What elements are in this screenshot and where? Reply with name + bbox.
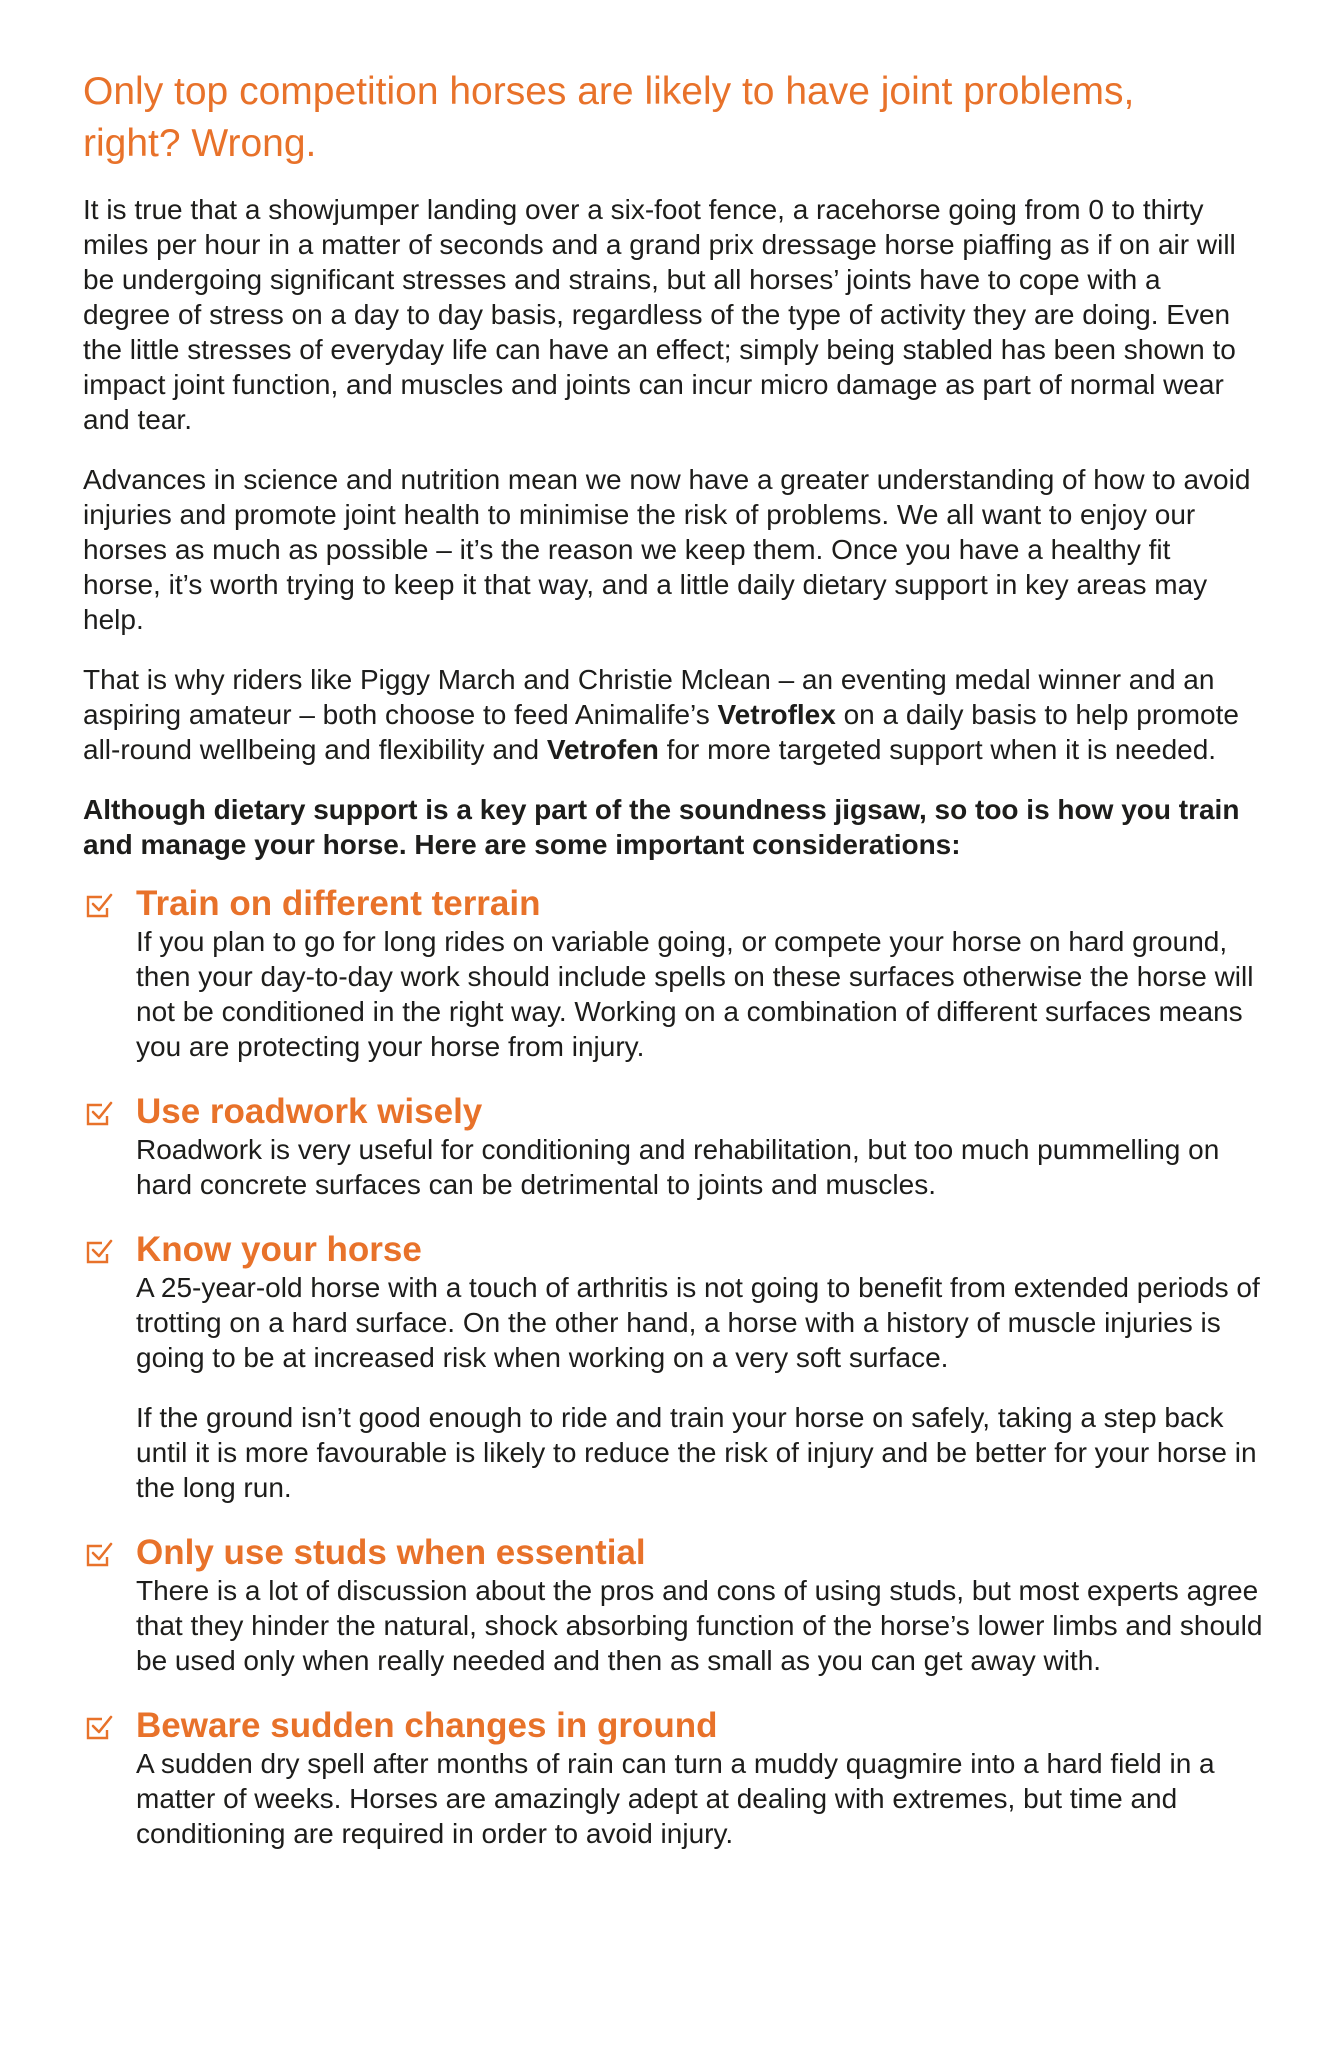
products-text-2: on a daily basis to help promote all-round wellbeing and flexibility and (83, 699, 1239, 765)
product-name-vetrofen: Vetrofen (546, 734, 659, 765)
tip-title: Train on different terrain (136, 884, 541, 923)
tip-body: If you plan to go for long rides on variable going, or compete your horse on hard ground, then your day-to-day work should include spells on these surfaces otherwise the horse will not be conditioned in the right way. Working on a combination of different surfaces means you are protecting your horse from injury. (136, 926, 1254, 1062)
tip-item (83, 1706, 1263, 1851)
tip-body: Roadwork is very useful for conditioning and rehabilitation, but too much pummelling on hard concrete surfaces can be detrimental to joints and muscles. (136, 1134, 1220, 1200)
tip-title: Beware sudden changes in ground (136, 1706, 718, 1745)
tip-item (83, 1230, 1263, 1505)
paragraph-science-nutrition: Advances in science and nutrition mean we now have a greater understanding of how to avoid injuries and promote joint health to minimise the risk of problems. We all want to enjoy our horses as much as possible – it’s the reason we keep them. Once you have a healthy fit horse, it’s worth trying to keep it that way, and a little daily dietary support in key areas may help. (83, 464, 1251, 635)
page-title: Only top competition horses are likely to have joint problems, right? Wrong. (83, 70, 1135, 165)
tip-title: Only use studs when essential (136, 1533, 646, 1572)
tip-title: Know your horse (136, 1230, 422, 1269)
product-name-vetroflex: Vetroflex (717, 699, 836, 730)
tip-body: A sudden dry spell after months of rain can turn a muddy quagmire into a hard field in a matter of weeks. Horses are amazingly adept at dealing with extremes, but time and conditioning are required in order to avoid injury. (136, 1748, 1215, 1849)
checkbox-check-icon (85, 1714, 113, 1742)
checkbox-check-icon (85, 1238, 113, 1266)
tip-title: Use roadwork wisely (136, 1092, 483, 1131)
paragraph-products (83, 662, 1253, 767)
tip-body: A 25-year-old horse with a touch of arthritis is not going to benefit from extended periods of trotting on a hard surface. On the other hand, a horse with a history of muscle injuries is going to be at increased risk when working on a very soft surface. (136, 1272, 1260, 1373)
considerations-intro: Although dietary support is a key part of the soundness jigsaw, so too is how you train and manage your horse. Here are some important considerations: (83, 794, 1240, 860)
tip-item (83, 884, 1263, 1064)
tip-item (83, 1092, 1263, 1202)
article (83, 66, 1263, 1879)
tip-body: If the ground isn’t good enough to ride and train your horse on safely, taking a step back until it is more favourable is likely to reduce the risk of injury and be better for your horse in the long run. (136, 1402, 1257, 1503)
checkbox-check-icon (85, 1541, 113, 1569)
checkbox-check-icon (85, 892, 113, 920)
tips-list (83, 884, 1263, 1851)
tip-item (83, 1533, 1263, 1678)
products-text-3: for more targeted support when it is needed. (658, 734, 1217, 765)
products-text-1: That is why riders like Piggy March and Christie Mclean – an eventing medal winner and an aspiring amateur – both choose to feed Animalife’s (83, 664, 1215, 730)
paragraph-joint-stress: It is true that a showjumper landing over a six-foot fence, a racehorse going from 0 to thirty miles per hour in a matter of seconds and a grand prix dressage horse piaffing as if on air will be undergoing significant stresses and strains, but all horses’ joints have to cope with a degree of stress on a day to day basis, regardless of the type of activity they are doing. Even the little stresses of everyday life can have an effect; simply being stabled has been shown to impact joint function, and muscles and joints can incur micro damage as part of normal wear and tear. (83, 194, 1236, 435)
tip-body: There is a lot of discussion about the pros and cons of using studs, but most experts agree that they hinder the natural, shock absorbing function of the horse’s lower limbs and should be used only when really needed and then as small as you can get away with. (136, 1575, 1263, 1676)
checkbox-check-icon (85, 1100, 113, 1128)
